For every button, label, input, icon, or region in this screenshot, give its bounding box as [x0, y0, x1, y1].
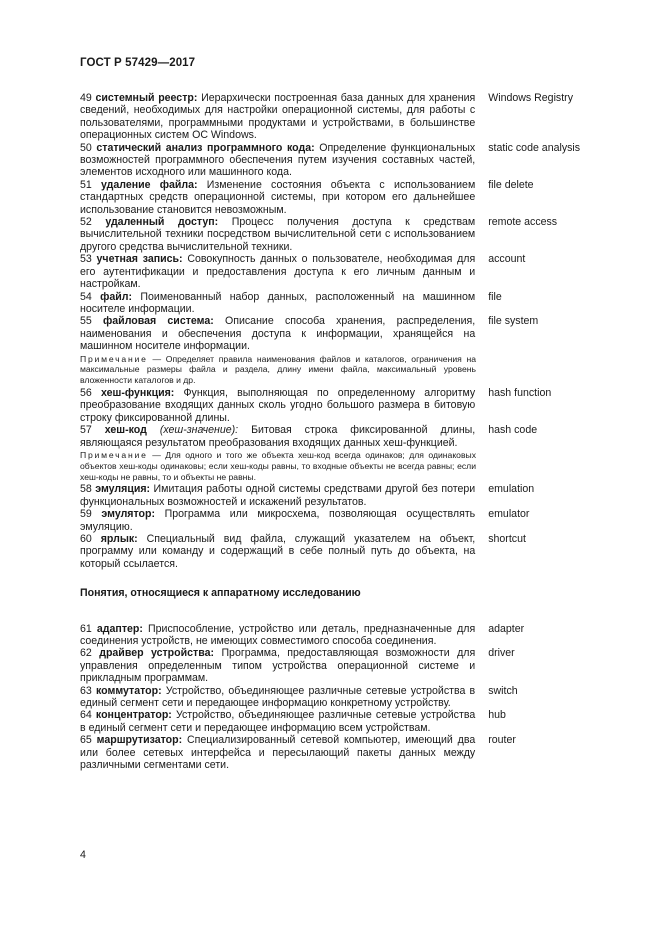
term-name: системный реестр:	[95, 92, 198, 104]
term-entry-51	[80, 179, 600, 216]
page-number: 4	[80, 849, 86, 861]
term-english: file system	[488, 315, 539, 328]
term-english: emulation	[488, 483, 535, 496]
term-english: hash code	[488, 424, 538, 437]
term-entry-49	[80, 92, 600, 142]
term-number: 60	[80, 532, 92, 545]
term-name: хеш-код	[104, 424, 147, 437]
section-heading: Понятия, относящиеся к аппаратному исследованию	[80, 587, 361, 600]
term-entry-50	[80, 142, 600, 179]
term-entry-64	[80, 709, 600, 734]
term-number: 64	[80, 709, 92, 722]
term-definition: Поименованный набор данных, расположенный на машинном носителе информации.	[80, 290, 476, 315]
term-name: эмуляция:	[95, 483, 151, 496]
term-english: emulator	[488, 508, 530, 521]
term-entry-57	[80, 424, 600, 449]
standard-header: ГОСТ Р 57429—2017	[80, 57, 196, 69]
term-entry-52	[80, 216, 600, 253]
term-group-b	[80, 483, 600, 570]
term-definition: Имитация работы одной системы средствами другой без потери функциональных возможностей и искажений результатов.	[80, 483, 476, 508]
term-definition: Специализированный сетевой компьютер, имеющий два или более сетевых интерфейса и пересылающий пакеты данных между различными сегментами сети.	[80, 734, 476, 772]
term-entry-60	[80, 533, 600, 570]
note-text: — Определяет правила наименования файлов и каталогов, ограничения на максимальные размеры файла и раздела, длину имени файла, максимальный уровень вложенности каталогов и др.	[80, 353, 476, 386]
term-english: file	[488, 290, 502, 303]
term-entry-65	[80, 734, 600, 771]
term-entry-53	[80, 253, 600, 290]
term-english: Windows Registry	[488, 92, 573, 104]
term-name: эмулятор:	[101, 508, 155, 521]
note-57	[80, 450, 476, 482]
term-name: маршрутизатор:	[96, 734, 183, 747]
term-group-a	[80, 92, 600, 353]
term-english: hash function	[488, 386, 552, 399]
term-english: remote access	[488, 216, 558, 229]
term-number: 58	[80, 483, 92, 496]
term-name: файл:	[100, 290, 133, 303]
term-english: file delete	[488, 178, 534, 191]
term-english: switch	[488, 684, 518, 697]
term-number: 52	[80, 216, 92, 229]
term-number: 59	[80, 508, 92, 521]
term-alt-name: (хеш-значение):	[159, 424, 239, 437]
term-number: 57	[80, 424, 92, 437]
note-text: — Для одного и того же объекта хеш-код всегда одинаков; для одинаковых объектов хеш-коды одинаковы; если хеш-коды равны, то входные объекты не всегда равны; если хеш-коды не равны, то и объекты не равны.	[80, 449, 476, 482]
term-entry-61	[80, 623, 600, 648]
term-number: 49	[80, 92, 92, 104]
term-entry-54	[80, 291, 600, 316]
term-definition: Изменение состояния объекта с использованием стандартных средств операционной системы, при котором его дальнейшее использование становится невозможным.	[80, 178, 476, 216]
term-english: router	[488, 734, 516, 747]
term-definition: Совокупность данных о пользователе, необходимая для его аутентификации и предоставления доступа к его личным данным и настройкам.	[80, 253, 476, 291]
term-number: 63	[80, 684, 92, 697]
term-entry-55	[80, 315, 600, 352]
term-number: 55	[80, 315, 92, 328]
term-name: учетная запись:	[96, 253, 183, 266]
term-name: драйвер устройства:	[99, 647, 215, 660]
term-number: 65	[80, 734, 92, 747]
term-number: 54	[80, 290, 92, 303]
term-definition: Процесс получения доступа к средствам вычислительной техники посредством вычислительной сети с использованием другого средства вычислительной техники.	[80, 216, 476, 253]
term-definition: Определение функциональных возможностей программного обеспечения путем изучения составных частей, элементов исходного или машинного кода.	[80, 141, 476, 179]
term-name: статический анализ программного кода:	[96, 141, 315, 154]
term-definition: Программа, предоставляющая возможности для управления определенным типом устройства операционной системе и прикладным программам.	[80, 647, 476, 685]
note-55	[80, 354, 476, 386]
term-definition: Битовая строка фиксированной длины, являющаяся результатом преобразования входящих данных хеш-функцией.	[80, 424, 476, 449]
term-number: 53	[80, 253, 92, 266]
term-definition: Иерархически построенная база данных для хранения сведений, необходимых для настройки операционной системы, для работы с пользователями, программными продуктами и устройствами, в большинстве операционных систем ОС Windows.	[80, 92, 476, 142]
term-definition: Программа или микросхема, позволяющая осуществлять эмуляцию.	[80, 508, 476, 533]
term-english: static code analysis	[488, 141, 581, 154]
term-definition: Устройство, объединяющее различные сетевые устройства в единый сегмент сети и передающее информацию всем устройствам.	[80, 709, 476, 734]
term-definition: Описание способа хранения, распределения, наименования и обеспечения доступа к информации, хранящейся на машинном носителе информации.	[80, 315, 476, 353]
term-definition: Устройство, объединяющее различные сетевые устройства в единый сегмент сети и передающее информацию конкретному устройству.	[80, 684, 476, 710]
term-entry-63	[80, 685, 600, 710]
note-label: Примечание	[80, 449, 148, 460]
term-english: adapter	[488, 622, 525, 635]
term-entry-58	[80, 483, 600, 508]
term-entry-62	[80, 647, 600, 684]
term-number: 56	[80, 386, 92, 399]
note-label: Примечание	[80, 353, 148, 364]
term-name: адаптер:	[96, 622, 143, 635]
term-number: 50	[80, 141, 92, 154]
term-english: account	[488, 253, 526, 266]
term-number: 51	[80, 178, 92, 191]
term-number: 61	[80, 622, 92, 635]
term-name: хеш-функция:	[100, 386, 175, 399]
term-name: ярлык:	[100, 532, 138, 545]
term-definition: Специальный вид файла, служащий указателем на объект, программу или команду и содержащий в себе полный путь до объекта, на который ссылается.	[80, 532, 476, 570]
term-name: удаленный доступ:	[105, 216, 219, 229]
term-name: файловая система:	[103, 315, 214, 328]
term-group-c	[80, 623, 600, 772]
term-entry-59	[80, 508, 600, 533]
term-definition: Приспособление, устройство или деталь, предназначенные для соединения устройств, не имеющих совместимого способа соединения.	[80, 622, 476, 647]
term-definition: Функция, выполняющая по определенному алгоритму преобразование входящих данных сколь угодно большого размера в битовую строку фиксированной длины.	[80, 386, 476, 424]
term-english: shortcut	[488, 532, 526, 545]
term-entry-56	[80, 387, 600, 424]
term-english: driver	[488, 647, 515, 660]
terms-body	[80, 92, 600, 771]
term-english: hub	[488, 709, 506, 722]
term-name: удаление файла:	[101, 178, 198, 191]
term-name: концентратор:	[95, 709, 172, 722]
term-number: 62	[80, 647, 92, 660]
term-name: коммутатор:	[95, 684, 162, 697]
